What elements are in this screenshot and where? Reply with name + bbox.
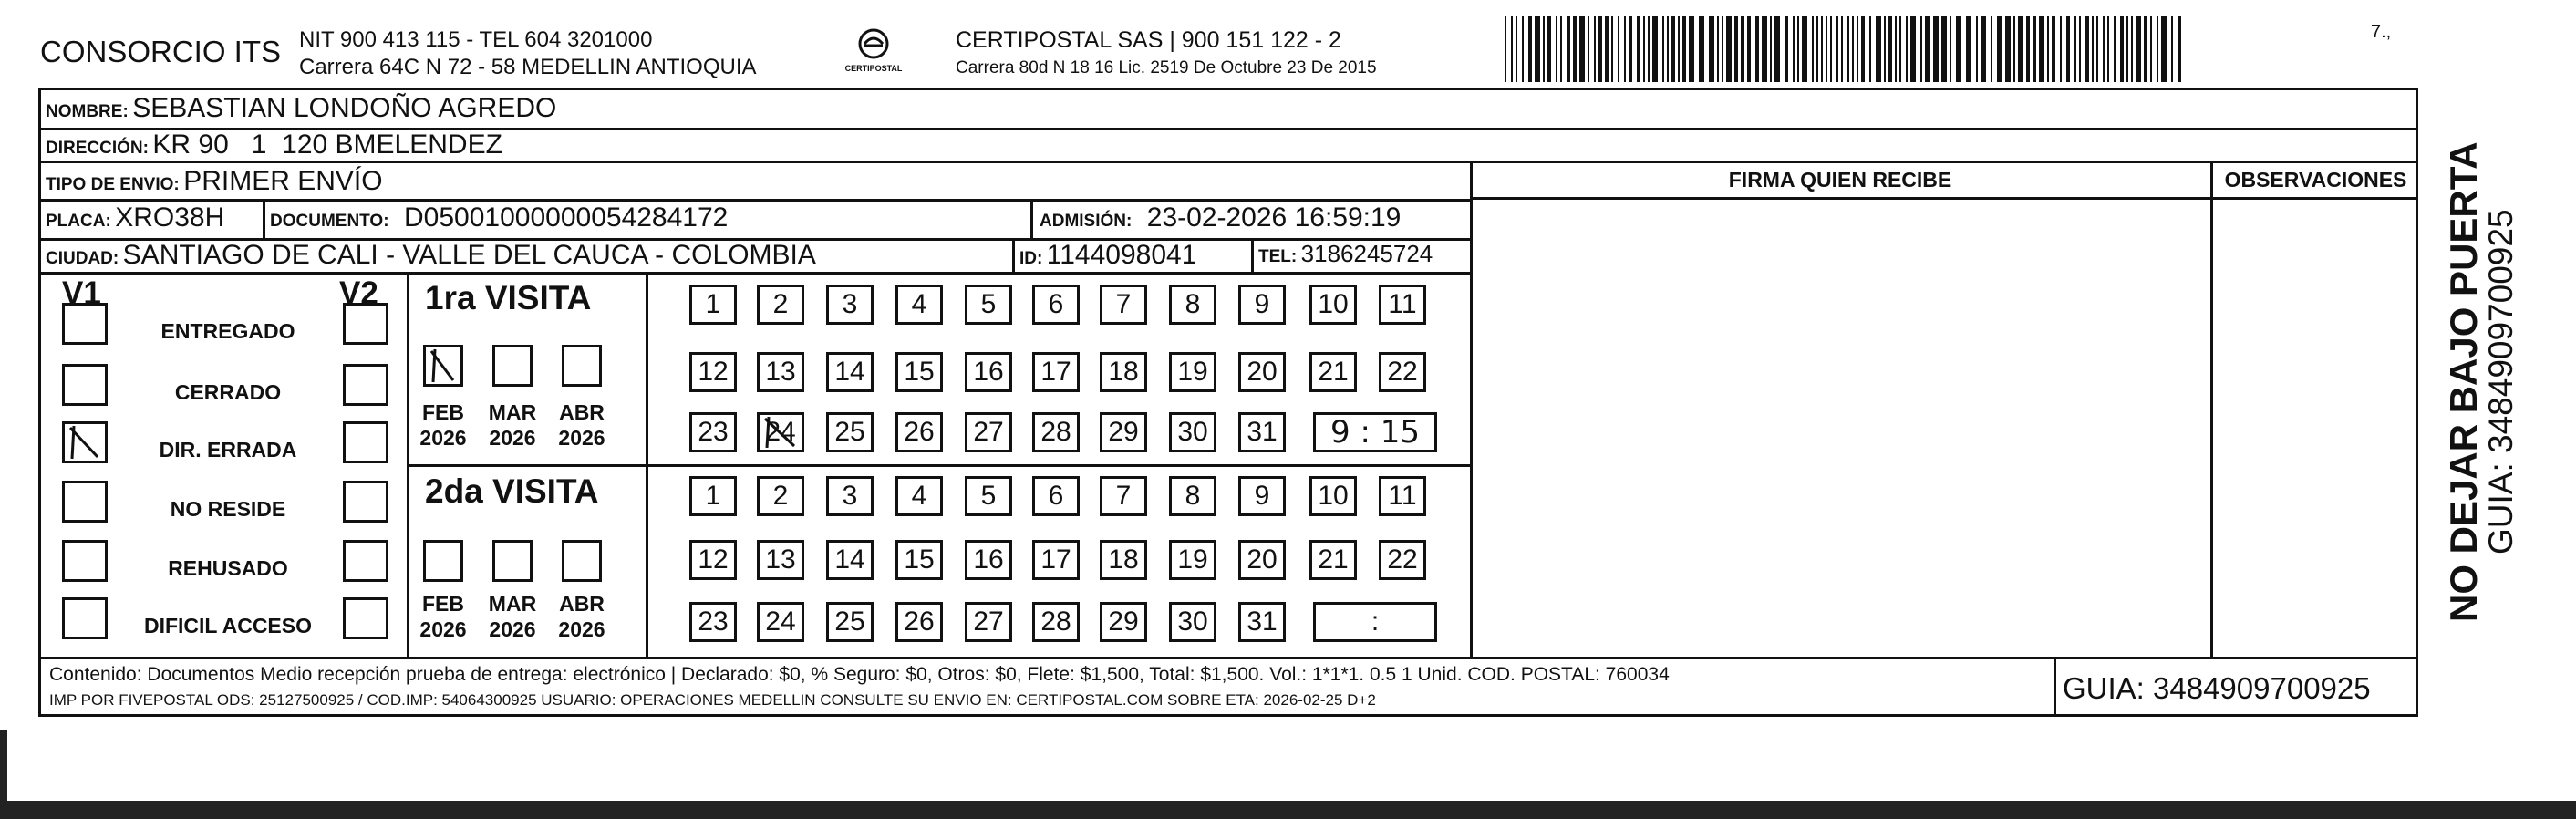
company-address: Carrera 64C N 72 - 58 MEDELLIN ANTIOQUIA [299, 55, 757, 79]
tel-label: TEL: [1258, 247, 1298, 266]
day-number: 13 [765, 357, 796, 387]
day-box-2[interactable] [757, 476, 804, 516]
day-box-8[interactable] [1169, 285, 1216, 325]
carrier-address: Carrera 80d N 18 16 Lic. 2519 De Octubre 23 De 2015 [956, 58, 1377, 78]
day-number: 15 [904, 357, 935, 387]
logo-text: CERTIPOSTAL [844, 64, 903, 73]
certipostal-logo [837, 27, 910, 82]
day-number: 25 [834, 606, 865, 637]
day-box-22[interactable] [1379, 540, 1426, 580]
day-box-24[interactable] [757, 602, 804, 642]
day-number: 21 [1318, 544, 1349, 575]
v2-checkbox-dificil-acceso[interactable] [343, 597, 388, 639]
day-box-4[interactable] [895, 476, 943, 516]
day-number: 16 [973, 544, 1004, 575]
day-number: 20 [1247, 357, 1278, 387]
v2-checkbox-rehusado[interactable] [343, 540, 388, 582]
day-box-5[interactable] [965, 285, 1012, 325]
day-box-26[interactable] [895, 602, 943, 642]
day-number: 11 [1388, 289, 1417, 319]
day-number: 25 [834, 417, 865, 447]
day-box-29[interactable] [1100, 602, 1147, 642]
day-box-27[interactable] [965, 412, 1012, 452]
corner-mark: 7., [2371, 22, 2392, 42]
day-box-6[interactable] [1032, 476, 1080, 516]
day-box-24[interactable] [757, 412, 804, 452]
month-checkbox-mar[interactable] [492, 345, 533, 387]
day-number: 1 [705, 289, 721, 319]
day-box-19[interactable] [1169, 352, 1216, 392]
month-year: 2026 [419, 617, 467, 641]
day-box-14[interactable] [826, 540, 874, 580]
v1-checkbox-cerrado[interactable] [62, 364, 108, 406]
status-label: CERRADO [174, 380, 282, 404]
day-number: 27 [973, 417, 1004, 447]
day-box-12[interactable] [689, 540, 737, 580]
day-box-31[interactable] [1238, 412, 1286, 452]
day-box-26[interactable] [895, 412, 943, 452]
day-box-15[interactable] [895, 540, 943, 580]
day-number: 17 [1040, 357, 1071, 387]
page-left-edge [0, 730, 7, 803]
month-year: 2026 [419, 426, 467, 450]
day-box-7[interactable] [1100, 476, 1147, 516]
day-box-28[interactable] [1032, 602, 1080, 642]
day-box-16[interactable] [965, 352, 1012, 392]
day-box-27[interactable] [965, 602, 1012, 642]
day-box-11[interactable] [1379, 476, 1426, 516]
day-number: 23 [698, 606, 729, 637]
carrier-name: CERTIPOSTAL SAS | 900 151 122 - 2 [956, 27, 1341, 53]
day-number: 19 [1177, 544, 1208, 575]
day-number: 8 [1185, 481, 1201, 511]
month-checkbox-mar[interactable] [492, 540, 533, 582]
barcode [1505, 16, 2184, 82]
status-label: ENTREGADO [160, 319, 295, 343]
day-number: 23 [698, 417, 729, 447]
v1-checkbox-rehusado[interactable] [62, 540, 108, 582]
day-box-11[interactable] [1379, 285, 1426, 325]
day-box-13[interactable] [757, 540, 804, 580]
day-number: 2 [772, 481, 789, 511]
day-box-15[interactable] [895, 352, 943, 392]
month-year: 2026 [489, 617, 536, 641]
day-number: 15 [904, 544, 935, 575]
ciudad-label: CIUDAD: [46, 249, 119, 268]
v1-checkbox-entregado[interactable] [62, 303, 108, 345]
time-value: : [1371, 606, 1380, 637]
month-name: MAR [488, 400, 537, 424]
tel-field [1258, 240, 1433, 268]
day-number: 12 [698, 544, 729, 575]
day-number: 17 [1040, 544, 1071, 575]
day-box-19[interactable] [1169, 540, 1216, 580]
month-name: ABR [559, 592, 605, 616]
day-box-1[interactable] [689, 476, 737, 516]
day-box-21[interactable] [1309, 540, 1357, 580]
day-box-25[interactable] [826, 602, 874, 642]
placa-field [46, 202, 224, 233]
v1-checkbox-dir-errada[interactable] [62, 421, 108, 463]
v1-checkbox-dificil-acceso[interactable] [62, 597, 108, 639]
direccion-value: KR 90 1 120 BMELENDEZ [152, 130, 502, 160]
month-year: 2026 [489, 426, 536, 450]
day-box-22[interactable] [1379, 352, 1426, 392]
visit-title: 1ra VISITA [425, 279, 592, 316]
day-box-3[interactable] [826, 285, 874, 325]
day-number: 13 [765, 544, 796, 575]
day-box-18[interactable] [1100, 352, 1147, 392]
v2-checkbox-entregado[interactable] [343, 303, 388, 345]
month-year: 2026 [558, 617, 605, 641]
day-box-23[interactable] [689, 412, 737, 452]
day-number: 3 [842, 289, 858, 319]
day-number: 8 [1185, 289, 1201, 319]
day-number: 31 [1247, 606, 1278, 637]
month-name: FEB [422, 592, 464, 616]
day-number: 29 [1108, 417, 1139, 447]
month-label [485, 591, 540, 642]
admision-label: ADMISIÓN: [1040, 212, 1133, 231]
firma-area [1474, 201, 2209, 655]
day-box-28[interactable] [1032, 412, 1080, 452]
day-number: 19 [1177, 357, 1208, 387]
direccion-label: DIRECCIÓN: [46, 139, 149, 158]
day-box-9[interactable] [1238, 285, 1286, 325]
observaciones-header: OBSERVACIONES [2224, 168, 2407, 192]
tipo-envio-label: TIPO DE ENVIO: [46, 175, 180, 194]
day-number: 5 [980, 289, 997, 319]
day-number: 10 [1318, 481, 1349, 511]
day-number: 22 [1387, 544, 1418, 575]
day-box-9[interactable] [1238, 476, 1286, 516]
day-number: 30 [1177, 417, 1208, 447]
day-number: 24 [765, 606, 796, 637]
day-box-17[interactable] [1032, 352, 1080, 392]
day-box-10[interactable] [1309, 285, 1357, 325]
contenido-text: Contenido: Documentos Medio recepción prueba de entrega: electrónico | Declarado: $0, % Seguro: $0, Otros: $0, Flete: $1,500, Total: $1,500. Vol.: 1*1*1. 0.5 1 Unid. COD. POSTAL: 760034 [49, 664, 1670, 685]
day-box-23[interactable] [689, 602, 737, 642]
day-box-20[interactable] [1238, 540, 1286, 580]
month-label [416, 591, 471, 642]
company-name: CONSORCIO ITS [40, 35, 282, 68]
day-box-25[interactable] [826, 412, 874, 452]
day-box-1[interactable] [689, 285, 737, 325]
day-number: 16 [973, 357, 1004, 387]
id-field [1019, 240, 1196, 271]
status-label: DIFICIL ACCESO [143, 614, 312, 638]
day-number: 6 [1048, 481, 1064, 511]
month-name: FEB [422, 400, 464, 424]
month-checkbox-abr[interactable] [562, 540, 602, 582]
status-label: REHUSADO [168, 556, 288, 580]
day-number: 4 [911, 289, 927, 319]
placa-label: PLACA: [46, 212, 111, 231]
day-box-20[interactable] [1238, 352, 1286, 392]
day-box-16[interactable] [965, 540, 1012, 580]
v2-header: V2 [339, 275, 378, 311]
day-number: 9 [1254, 481, 1270, 511]
side-warning: NO DEJAR BAJO PUERTA [2442, 141, 2485, 622]
v2-checkbox-dir-errada[interactable] [343, 421, 388, 463]
day-box-29[interactable] [1100, 412, 1147, 452]
placa-value: XRO38H [115, 202, 225, 233]
day-number: 7 [1115, 481, 1132, 511]
day-number: 5 [980, 481, 997, 511]
time-value: 9 : 15 [1330, 414, 1420, 451]
v2-checkbox-no-reside[interactable] [343, 481, 388, 523]
day-number: 14 [834, 544, 865, 575]
day-number: 28 [1040, 417, 1071, 447]
day-number: 9 [1254, 289, 1270, 319]
month-checkbox-feb[interactable] [423, 540, 463, 582]
day-box-4[interactable] [895, 285, 943, 325]
day-number: 2 [772, 289, 789, 319]
day-number: 29 [1108, 606, 1139, 637]
day-number: 4 [911, 481, 927, 511]
month-checkbox-feb[interactable] [423, 345, 463, 387]
status-label: NO RESIDE [170, 497, 286, 521]
time-box[interactable] [1313, 602, 1437, 642]
day-number: 20 [1247, 544, 1278, 575]
day-box-10[interactable] [1309, 476, 1357, 516]
month-label [554, 399, 609, 451]
month-name: ABR [559, 400, 605, 424]
v1-header: V1 [62, 275, 101, 311]
month-name: MAR [488, 592, 537, 616]
id-value: 1144098041 [1046, 240, 1197, 270]
nombre-value: SEBASTIAN LONDOÑO AGREDO [132, 93, 557, 123]
observaciones-area [2214, 201, 2416, 655]
day-box-18[interactable] [1100, 540, 1147, 580]
day-number: 24 [765, 417, 796, 447]
firma-header: FIRMA QUIEN RECIBE [1728, 168, 1952, 192]
day-number: 28 [1040, 606, 1071, 637]
day-number: 12 [698, 357, 729, 387]
day-number: 11 [1388, 481, 1417, 511]
tel-value: 3186245724 [1300, 240, 1433, 267]
side-guia: GUIA: 3484909700925 [2482, 209, 2519, 555]
day-box-7[interactable] [1100, 285, 1147, 325]
day-box-5[interactable] [965, 476, 1012, 516]
ciudad-field [46, 240, 816, 271]
day-number: 10 [1318, 289, 1349, 319]
check-mark-icon [760, 415, 802, 450]
tipo-envio-value: PRIMER ENVÍO [183, 166, 383, 196]
check-mark-icon [426, 347, 460, 384]
day-number: 14 [834, 357, 865, 387]
day-box-12[interactable] [689, 352, 737, 392]
day-number: 1 [705, 481, 721, 511]
documento-label: DOCUMENTO: [270, 212, 389, 231]
month-label [416, 399, 471, 451]
day-number: 30 [1177, 606, 1208, 637]
month-year: 2026 [558, 426, 605, 450]
id-label: ID: [1019, 249, 1043, 268]
imp-text: IMP POR FIVEPOSTAL ODS: 25127500925 / COD.IMP: 54064300925 USUARIO: OPERACIONES MEDELLIN CONSULTE SU ENVIO EN: CERTIPOSTAL.COM SOBRE ETA: 2026-02-25 D+2 [49, 691, 1376, 709]
time-box[interactable] [1313, 412, 1437, 452]
documento-field [270, 202, 728, 233]
day-box-30[interactable] [1169, 602, 1216, 642]
nombre-row [46, 93, 556, 124]
day-number: 21 [1318, 357, 1349, 387]
day-number: 26 [904, 417, 935, 447]
day-number: 7 [1115, 289, 1132, 319]
day-number: 22 [1387, 357, 1418, 387]
status-label: DIR. ERRADA [159, 438, 297, 461]
month-label [554, 591, 609, 642]
check-mark-icon [65, 424, 105, 461]
day-box-13[interactable] [757, 352, 804, 392]
tipo-envio-row [46, 166, 383, 197]
v2-checkbox-cerrado[interactable] [343, 364, 388, 406]
day-number: 3 [842, 481, 858, 511]
nombre-label: NOMBRE: [46, 102, 129, 121]
visit-title: 2da VISITA [425, 472, 599, 510]
admision-field [1040, 202, 1401, 233]
day-number: 18 [1108, 357, 1139, 387]
documento-value: D05001000000054284172 [404, 202, 729, 233]
day-number: 31 [1247, 417, 1278, 447]
footer-guia: GUIA: 3484909700925 [2063, 671, 2371, 705]
day-box-14[interactable] [826, 352, 874, 392]
admision-value: 23-02-2026 16:59:19 [1146, 202, 1402, 233]
day-number: 18 [1108, 544, 1139, 575]
day-box-21[interactable] [1309, 352, 1357, 392]
company-nit: NIT 900 413 115 - TEL 604 3201000 [299, 27, 653, 52]
day-box-17[interactable] [1032, 540, 1080, 580]
ciudad-value: SANTIAGO DE CALI - VALLE DEL CAUCA - COLOMBIA [122, 240, 816, 270]
day-box-30[interactable] [1169, 412, 1216, 452]
month-label [485, 399, 540, 451]
page-bottom-edge [0, 801, 2576, 819]
v1-checkbox-no-reside[interactable] [62, 481, 108, 523]
day-box-6[interactable] [1032, 285, 1080, 325]
day-number: 27 [973, 606, 1004, 637]
day-box-31[interactable] [1238, 602, 1286, 642]
day-number: 26 [904, 606, 935, 637]
month-checkbox-abr[interactable] [562, 345, 602, 387]
direccion-row [46, 130, 502, 161]
day-number: 6 [1048, 289, 1064, 319]
day-box-3[interactable] [826, 476, 874, 516]
day-box-8[interactable] [1169, 476, 1216, 516]
day-box-2[interactable] [757, 285, 804, 325]
